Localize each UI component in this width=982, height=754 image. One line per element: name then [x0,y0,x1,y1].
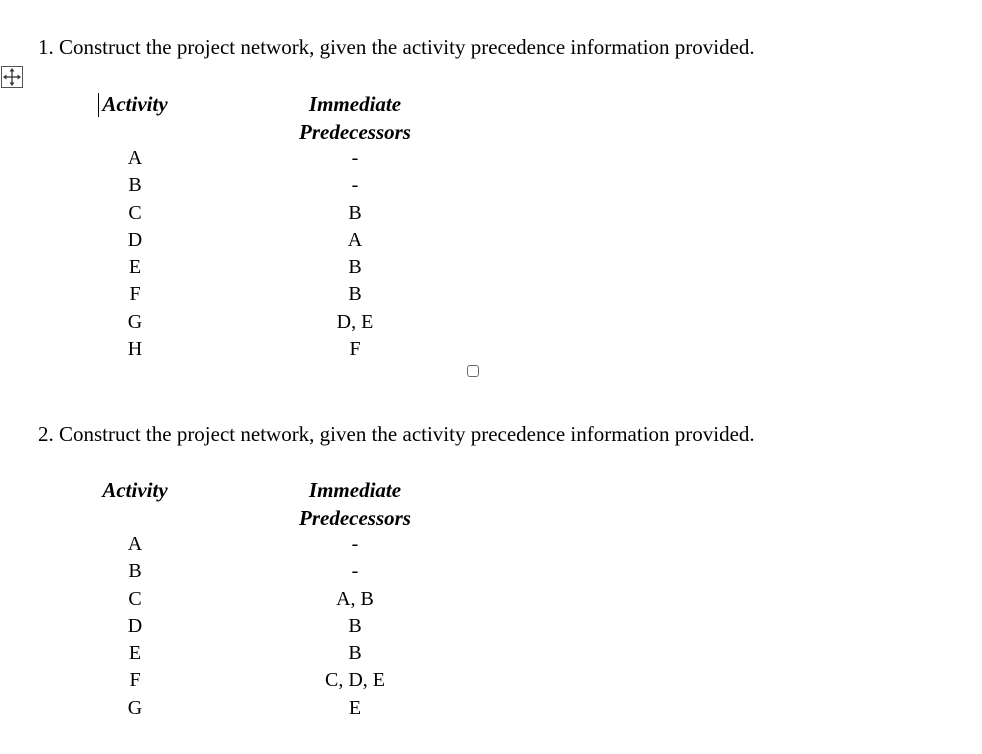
activity-cell: A [127,147,143,169]
activity-cell: C [128,201,142,224]
activity-cell: H [127,338,143,361]
header-pred-line1: Immediate [308,478,402,502]
predecessor-cell: - [351,533,359,555]
question-1-text: 1. Construct the project network, given the activity precedence information provided. [38,35,755,59]
predecessor-cell: A [347,228,363,251]
activity-cell: A [127,533,143,555]
predecessor-cell: - [351,147,359,169]
column-header-predecessors [280,476,430,532]
column-header-activity: Activity [102,478,168,502]
text-cursor [98,93,99,117]
predecessor-cell: C, D, E [325,669,385,692]
predecessor-cell: E [348,696,362,719]
question-2-text: 2. Construct the project network, given the activity precedence information provided. [38,422,755,446]
predecessor-cell: B [348,201,362,224]
activity-cell: D [127,228,143,251]
header-pred-line2: Predecessors [299,120,411,144]
predecessor-cell: B [348,642,362,665]
predecessor-column [300,531,410,722]
activity-cell: D [127,614,143,637]
predecessor-cell: F [349,338,361,361]
move-cross-icon [2,67,22,87]
predecessor-cell: - [351,174,359,197]
activity-cell: E [128,256,142,279]
predecessor-cell: A, B [336,587,374,610]
activity-cell: F [129,669,141,692]
activity-cell: B [128,560,142,583]
header-pred-line1: Immediate [308,92,402,116]
column-header-predecessors [280,90,430,146]
activity-column [110,531,160,722]
predecessor-cell: B [348,283,362,306]
activity-cell: C [128,587,142,610]
table-move-handle-icon[interactable] [1,66,23,88]
predecessor-cell: B [348,614,362,637]
predecessor-cell: - [351,560,359,583]
predecessor-column [300,145,410,363]
header-pred-line2: Predecessors [299,506,411,530]
checkbox-icon[interactable] [467,365,479,377]
activity-cell: F [129,283,141,306]
activity-column [110,145,160,363]
column-header-activity: Activity [102,92,168,116]
activity-cell: B [128,174,142,197]
predecessor-cell: B [348,256,362,279]
activity-cell: G [127,310,143,333]
predecessor-cell: D, E [336,310,374,333]
activity-cell: G [127,696,143,719]
activity-cell: E [128,642,142,665]
